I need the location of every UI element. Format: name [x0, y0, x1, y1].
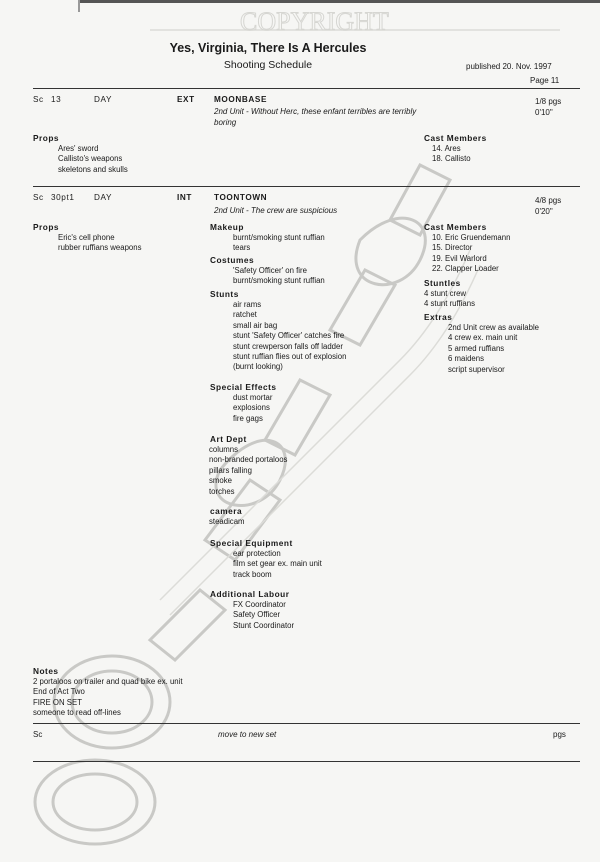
- camera-list: [209, 517, 245, 527]
- list-item: FX Coordinator: [233, 600, 286, 609]
- list-item: small air bag: [233, 320, 278, 330]
- camera-label: camera: [210, 506, 243, 516]
- list-item: stunt 'Safety Officer' catches fire: [233, 331, 345, 341]
- notes-label: Notes: [33, 666, 59, 676]
- notes-list: [33, 677, 183, 719]
- extras-list: [448, 323, 539, 375]
- list-item: 2 portaloos on trailer and quad bike ex. unit: [33, 677, 183, 686]
- footer-pages: pgs: [553, 730, 566, 739]
- list-item: 14. Ares: [432, 144, 461, 153]
- list-item: stunt crewperson falls off ladder: [233, 341, 343, 351]
- header-rule: [33, 88, 580, 89]
- list-item: tears: [233, 243, 251, 253]
- list-item: 4 stunt crew: [424, 289, 467, 298]
- list-item: 'Safety Officer' on fire: [233, 266, 307, 275]
- list-item: rubber ruffians weapons: [58, 243, 142, 253]
- cast-list: [432, 233, 510, 275]
- list-item: track boom: [233, 569, 272, 579]
- scene-label: Sc: [33, 193, 44, 202]
- scene-divider: [33, 723, 580, 724]
- list-item: fire gags: [233, 413, 263, 423]
- art-dept-label: Art Dept: [210, 434, 247, 444]
- list-item: burnt/smoking stunt ruffian: [233, 276, 325, 286]
- scan-fold-mark: [78, 0, 80, 12]
- scene-description: 2nd Unit - The crew are suspicious: [214, 206, 338, 215]
- scene-duration: 0'20": [535, 207, 553, 216]
- cast-label: Cast Members: [424, 222, 487, 232]
- list-item: 6 maidens: [448, 354, 484, 364]
- list-item: FIRE ON SET: [33, 697, 82, 707]
- scan-edge: [80, 0, 600, 3]
- stunts-label: Stunts: [210, 289, 239, 299]
- list-item: 5 armed ruffians: [448, 343, 505, 353]
- page-number: Page 11: [530, 76, 560, 85]
- additional-labour-list: [233, 600, 294, 631]
- scene-divider: [33, 186, 580, 187]
- list-item: 18. Callisto: [432, 154, 471, 164]
- scene-location-type: EXT: [177, 95, 195, 104]
- list-item: skeletons and skulls: [58, 164, 128, 174]
- props-list: [58, 144, 128, 175]
- list-item: Callisto's weapons: [58, 154, 123, 164]
- scene-location-type: INT: [177, 193, 192, 202]
- props-label: Props: [33, 133, 60, 143]
- special-effects-list: [233, 393, 272, 424]
- list-item: script supervisor: [448, 364, 505, 374]
- special-equipment-list: [233, 549, 322, 580]
- list-item: 15. Director: [432, 243, 473, 253]
- scene-set: TOONTOWN: [214, 193, 268, 202]
- footer-rule: [33, 761, 580, 762]
- list-item: Eric's cell phone: [58, 233, 115, 242]
- page-title: Yes, Virginia, There Is A Hercules: [169, 41, 367, 55]
- scene-description: 2nd Unit - Without Herc, these enfant terribles are terribly: [214, 107, 417, 116]
- list-item: Ares' sword: [58, 144, 99, 153]
- cast-label: Cast Members: [424, 133, 487, 143]
- footer-scene-label: Sc: [33, 730, 43, 739]
- list-item: someone to read off-lines: [33, 708, 121, 718]
- stuntles-label: Stuntles: [424, 278, 461, 288]
- list-item: ratchet: [233, 310, 257, 320]
- list-item: dust mortar: [233, 393, 273, 402]
- cast-list: [432, 144, 471, 165]
- additional-labour-label: Additional Labour: [210, 589, 290, 599]
- list-item: steadicam: [209, 517, 245, 526]
- props-label: Props: [33, 222, 60, 232]
- svg-text:COPYRIGHT: COPYRIGHT: [240, 7, 389, 36]
- list-item: 22. Clapper Loader: [432, 264, 499, 274]
- list-item: Stunt Coordinator: [233, 620, 295, 630]
- special-equipment-label: Special Equipment: [210, 538, 293, 548]
- stuntles-list: [424, 289, 475, 310]
- stunts-list: [233, 300, 346, 373]
- list-item: explosions: [233, 403, 270, 413]
- page-subtitle: Shooting Schedule: [223, 59, 313, 71]
- list-item: stunt ruffian flies out of explosion: [233, 351, 347, 361]
- list-item: torches: [209, 486, 235, 496]
- scene-pages: 1/8 pgs: [535, 97, 562, 106]
- list-item: ear protection: [233, 549, 281, 558]
- scene-time: DAY: [94, 95, 113, 104]
- costumes-label: Costumes: [210, 255, 255, 265]
- special-effects-label: Special Effects: [210, 382, 277, 392]
- scene-set: MOONBASE: [214, 95, 268, 104]
- published-date: published 20. Nov. 1997: [466, 62, 552, 71]
- list-item: 19. Evil Warlord: [432, 253, 487, 263]
- list-item: 4 stunt ruffians: [424, 299, 475, 309]
- props-list: [58, 233, 142, 254]
- list-item: pillars falling: [209, 465, 252, 475]
- costumes-list: [233, 266, 325, 287]
- scene-pages: 4/8 pgs: [535, 196, 562, 205]
- makeup-list: [233, 233, 325, 254]
- list-item: Safety Officer: [233, 610, 281, 620]
- list-item: (burnt looking): [233, 362, 283, 372]
- scene-time: DAY: [94, 193, 113, 202]
- scene-duration: 0'10": [535, 108, 553, 117]
- extras-label: Extras: [424, 312, 453, 322]
- list-item: columns: [209, 445, 239, 454]
- knot-ring-icon: [35, 760, 155, 844]
- move-to-new-set: move to new set: [218, 730, 277, 739]
- art-dept-list: [209, 445, 287, 497]
- scene-number: 13: [51, 95, 62, 104]
- list-item: smoke: [209, 476, 232, 486]
- list-item: burnt/smoking stunt ruffian: [233, 233, 325, 242]
- list-item: End of Act Two: [33, 687, 85, 697]
- list-item: film set gear ex. main unit: [233, 559, 322, 569]
- scene-label: Sc: [33, 95, 44, 104]
- list-item: 10. Eric Gruendemann: [432, 233, 511, 242]
- list-item: air rams: [233, 300, 262, 309]
- list-item: 2nd Unit crew as available: [448, 323, 540, 332]
- scene-number: 30pt1: [51, 193, 75, 202]
- scene-description-cont: boring: [214, 118, 237, 127]
- list-item: non-branded portaloos: [209, 455, 288, 465]
- makeup-label: Makeup: [210, 222, 244, 232]
- list-item: 4 crew ex. main unit: [448, 333, 518, 343]
